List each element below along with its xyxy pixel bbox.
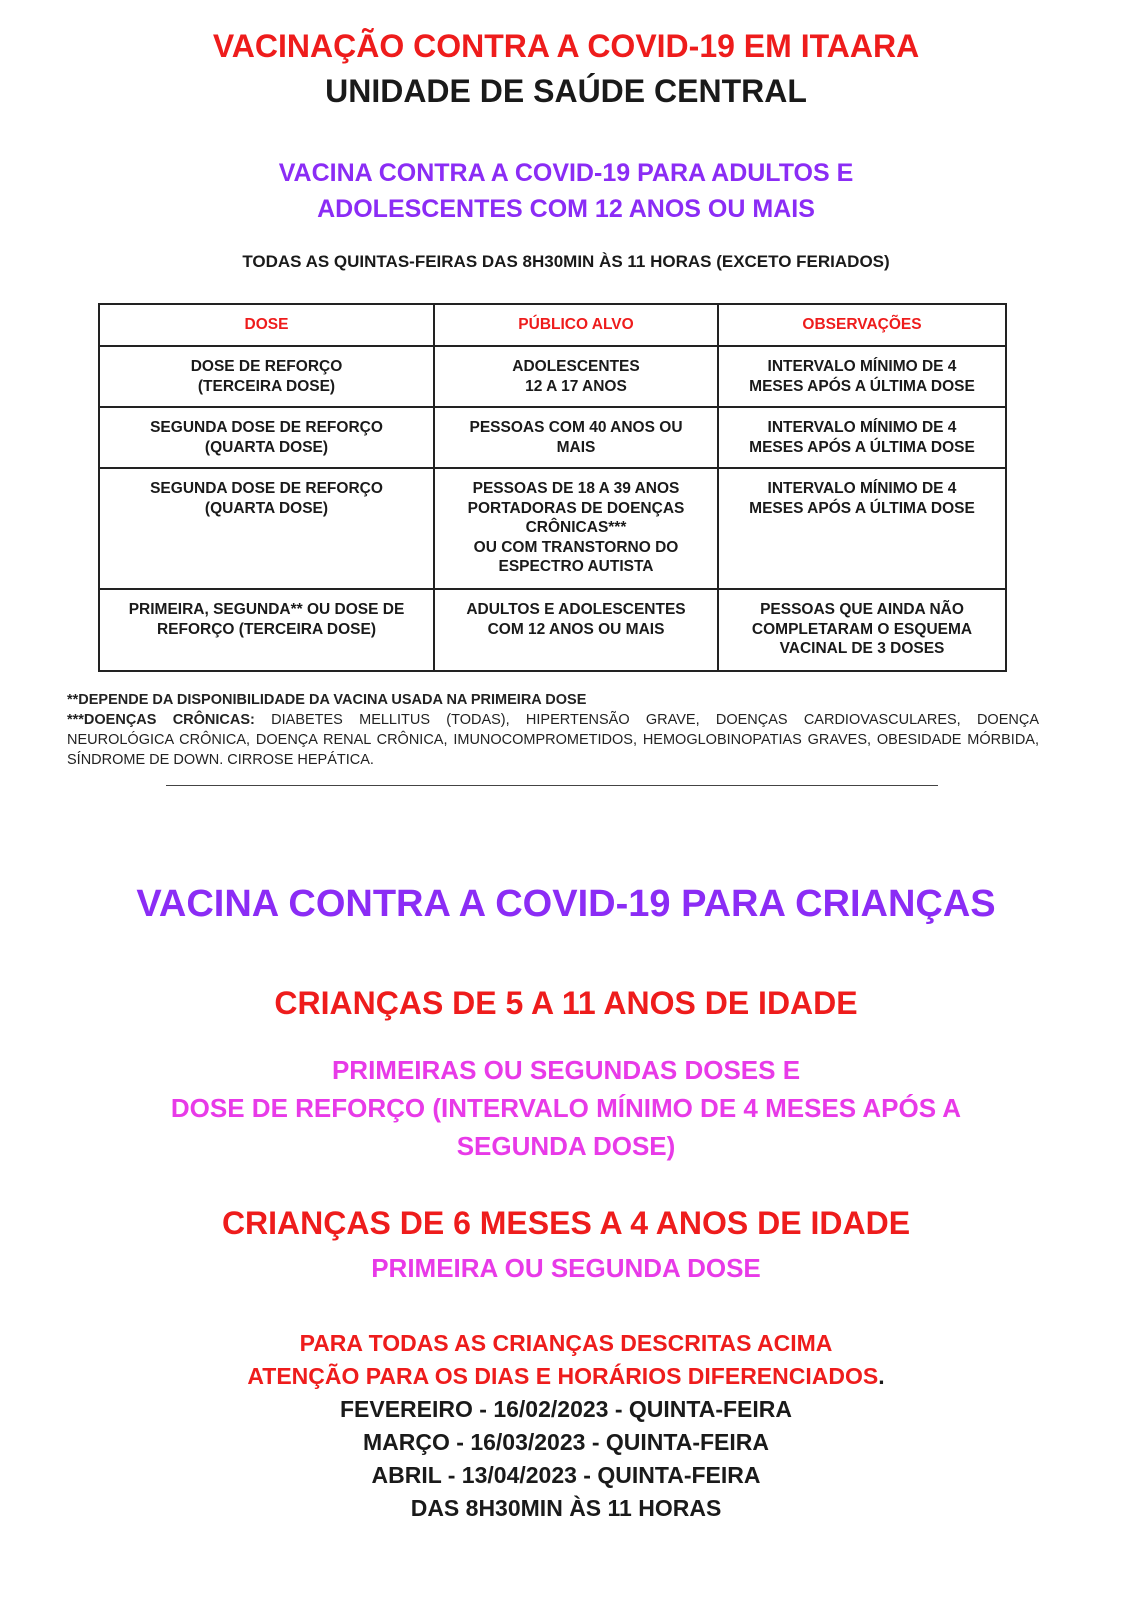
table-row [99, 589, 1006, 671]
column-header-observations: OBSERVAÇÕES [718, 304, 1006, 346]
table-row [99, 407, 1006, 468]
column-header-target-public: PÚBLICO ALVO [434, 304, 718, 346]
adult-heading-line-2: ADOLESCENTES COM 12 ANOS OU MAIS [317, 195, 815, 223]
table-cell-dose: SEGUNDA DOSE DE REFORÇO (QUARTA DOSE) [99, 468, 434, 589]
page-subtitle: UNIDADE DE SAÚDE CENTRAL [325, 73, 807, 109]
children-section-heading: VACINA CONTRA A COVID-19 PARA CRIANÇAS [136, 883, 996, 925]
table-cell-public: ADULTOS E ADOLESCENTES COM 12 ANOS OU MAIS [434, 589, 718, 671]
attention-note [0, 1363, 1132, 1390]
table-cell-observation: PESSOAS QUE AINDA NÃO COMPLETARAM O ESQUEMA VACINAL DE 3 DOSES [718, 589, 1006, 671]
children-group-5-11-title: CRIANÇAS DE 5 A 11 ANOS DE IDADE [274, 985, 858, 1021]
footnote-chronic-text: DIABETES MELLITUS (TODAS), HIPERTENSÃO GRAVE, DOENÇAS CARDIOVASCULARES, DOENÇA NEUROLÓGICA CRÔNICA, DOENÇA RENAL CRÔNICA, IMUNOCOMPROMETIDOS, HEMOGLOBINOPATIAS GRAVES, OBESIDADE MÓRBIDA, SÍNDROME DE DOWN. CIRROSE HEPÁTICA. [67, 712, 1039, 768]
table-cell-dose: DOSE DE REFORÇO (TERCEIRA DOSE) [99, 346, 434, 407]
table-cell-dose: SEGUNDA DOSE DE REFORÇO (QUARTA DOSE) [99, 407, 434, 468]
children-group-6m-4y-doses: PRIMEIRA OU SEGUNDA DOSE [371, 1253, 761, 1283]
table-cell-public: PESSOAS DE 18 A 39 ANOS PORTADORAS DE DOENÇAS CRÔNICAS*** OU COM TRANSTORNO DO ESPECTRO AUTISTA [434, 468, 718, 589]
table-cell-observation: INTERVALO MÍNIMO DE 4 MESES APÓS A ÚLTIMA DOSE [718, 468, 1006, 589]
table-row [99, 468, 1006, 589]
footnote-chronic-diseases [67, 710, 1039, 770]
schedule-date-april: ABRIL - 13/04/2023 - QUINTA-FEIRA [371, 1462, 761, 1488]
adult-heading-line-1: VACINA CONTRA A COVID-19 PARA ADULTOS E [278, 159, 854, 187]
vaccination-table [98, 303, 1007, 672]
table-cell-public: ADOLESCENTES 12 A 17 ANOS [434, 346, 718, 407]
children-schedule-hours: DAS 8H30MIN ÀS 11 HORAS [410, 1495, 722, 1521]
footnote-vaccine-availability: **DEPENDE DA DISPONIBILIDADE DA VACINA USADA NA PRIMEIRA DOSE [67, 692, 587, 708]
group-1-dose-line-3: SEGUNDA DOSE) [456, 1131, 676, 1161]
table-header-row [99, 304, 1006, 346]
table-cell-observation: INTERVALO MÍNIMO DE 4 MESES APÓS A ÚLTIMA DOSE [718, 346, 1006, 407]
table-cell-observation: INTERVALO MÍNIMO DE 4 MESES APÓS A ÚLTIMA DOSE [718, 407, 1006, 468]
group-1-dose-line-1: PRIMEIRAS OU SEGUNDAS DOSES E [331, 1055, 801, 1085]
column-header-dose: DOSE [99, 304, 434, 346]
page-title: VACINAÇÃO CONTRA A COVID-19 EM ITAARA [212, 28, 920, 64]
footnote-chronic-label: ***DOENÇAS CRÔNICAS: [67, 712, 255, 728]
children-group-6m-4y-title: CRIANÇAS DE 6 MESES A 4 ANOS DE IDADE [221, 1205, 911, 1241]
table-cell-dose: PRIMEIRA, SEGUNDA** OU DOSE DE REFORÇO (TERCEIRA DOSE) [99, 589, 434, 671]
adult-section-heading [0, 155, 1132, 227]
schedule-date-march: MARÇO - 16/03/2023 - QUINTA-FEIRA [363, 1429, 769, 1455]
section-divider [166, 785, 938, 786]
table-cell-public: PESSOAS COM 40 ANOS OU MAIS [434, 407, 718, 468]
adult-schedule: TODAS AS QUINTAS-FEIRAS DAS 8H30MIN ÀS 11 HORAS (EXCETO FERIADOS) [242, 252, 890, 271]
group-1-dose-line-2: DOSE DE REFORÇO (INTERVALO MÍNIMO DE 4 MESES APÓS A [170, 1093, 962, 1123]
attention-text: ATENÇÃO PARA OS DIAS E HORÁRIOS DIFERENCIADOS [247, 1363, 879, 1389]
table-row [99, 346, 1006, 407]
schedule-date-february: FEVEREIRO - 16/02/2023 - QUINTA-FEIRA [339, 1396, 792, 1422]
all-children-note: PARA TODAS AS CRIANÇAS DESCRITAS ACIMA [299, 1330, 833, 1356]
children-group-5-11-doses [0, 1051, 1132, 1165]
attention-period: . [878, 1363, 885, 1389]
